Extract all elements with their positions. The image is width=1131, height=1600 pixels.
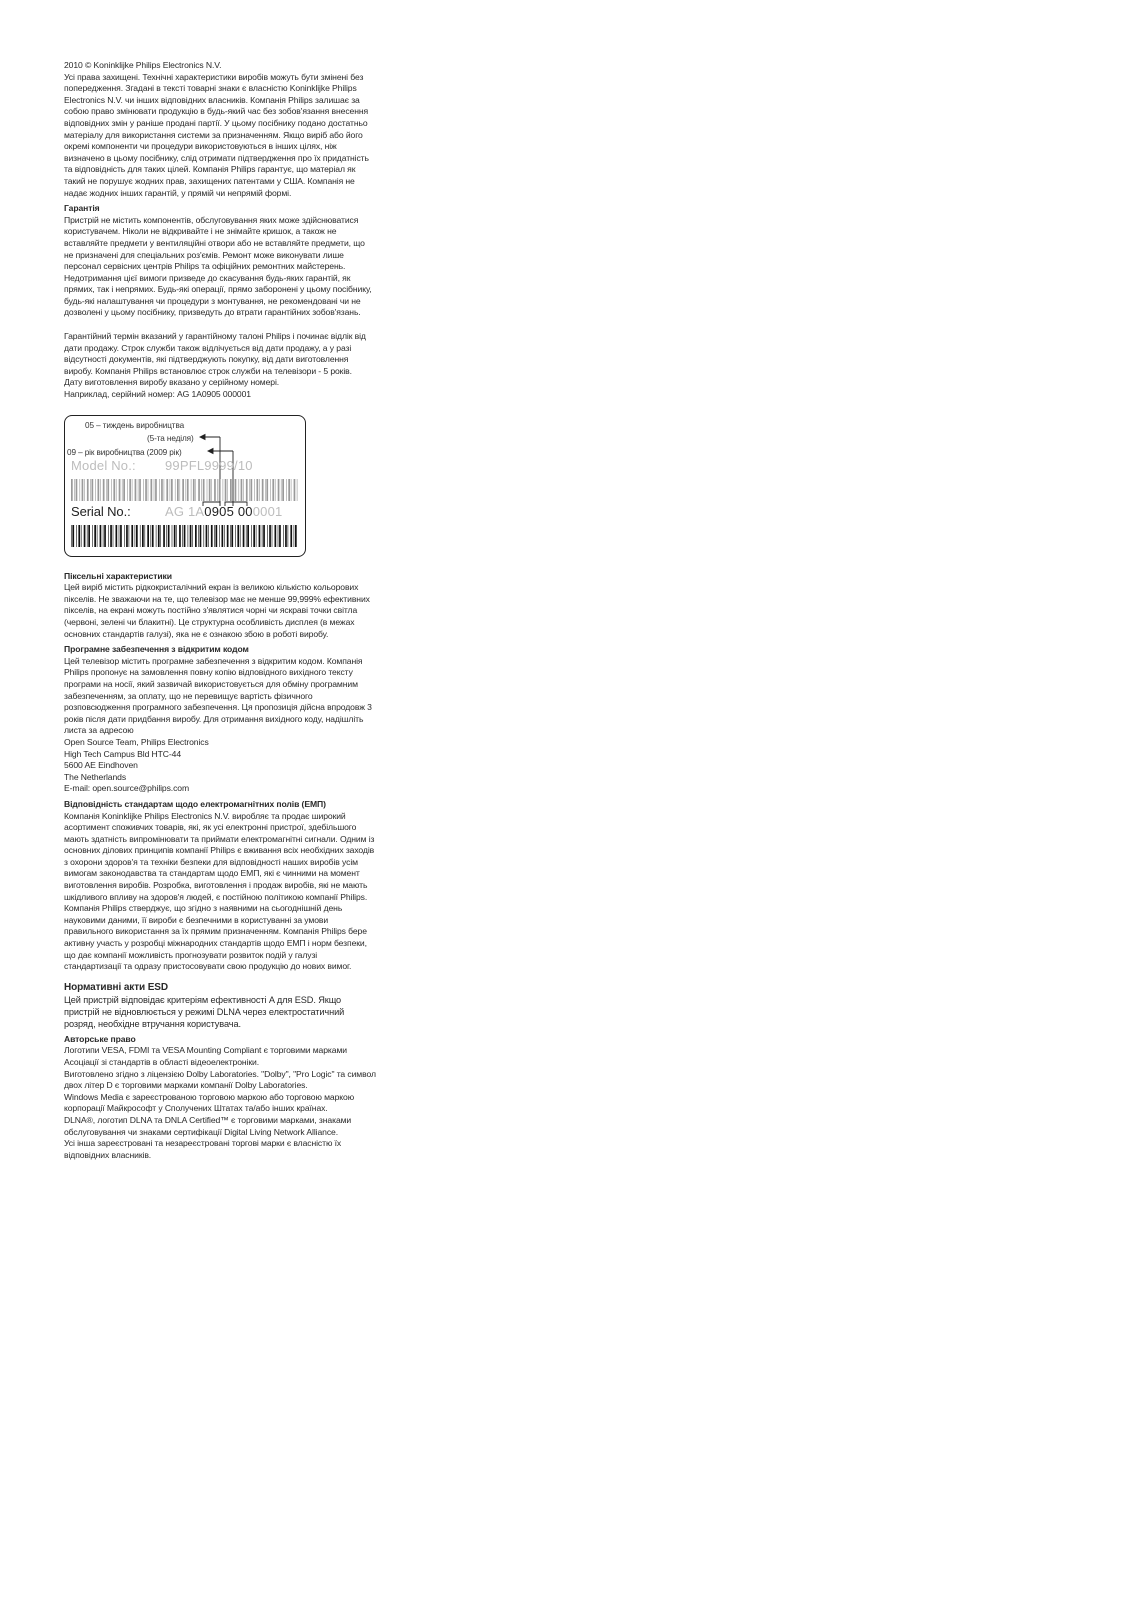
serial-example: Наприклад, серійний номер: AG 1A0905 000001 bbox=[64, 389, 251, 400]
opensource-heading: Програмне забезпечення з відкритим кодом bbox=[64, 644, 249, 655]
serial-label-diagram bbox=[64, 415, 306, 557]
week-note: 05 – тиждень виробництва bbox=[85, 420, 185, 430]
copyright-vesa: Логотипи VESA, FDMI та VESA Mounting Compliant є торговими марками Асоціації зі стандартів в області відеоелектроніки. bbox=[64, 1045, 347, 1067]
emf-paragraph: Компанія Koninklijke Philips Electronics N.V. виробляє та продає широкий асортимент споживчих товарів, які, як усі електронні пристрої, здебільшого мають здатність випромінювати та приймати електромагнітні сигнали. Одним із основних ділових принципів компанії Philips є вживання всіх необхідних заходів з охорони здоров'я та техніки безпеки для відповідності наших виробів усім вимогам законодавства та стандартам щодо ЕМП, які є чинними на момент виготовлення виробів. Розробка, виготовлення і продаж виробів, які не мають шкідливого впливу на здоров'я людей, є постійною політикою компанії Philips. Компанія Philips стверджує, що згідно з наявними на сьогоднішній день науковими даними, її вироби є безпечними в користуванні за умови правильного використання за їх прямим призначенням. Компанія Philips бере активну участь у розробці міжнародних стандартів щодо ЕМП і норм безпеки, що дає компанії можливість прогнозувати розвиток подій у галузі стандартизації та одразу пристосовувати свою продукцію до нових вимог. bbox=[64, 810, 375, 972]
model-number-label: Model No.: bbox=[71, 457, 136, 473]
email-line: E-mail: open.source@philips.com bbox=[64, 783, 190, 794]
serial-barcode bbox=[71, 525, 299, 547]
warranty-term-paragraph: Гарантійний термін вказаний у гарантійному талоні Philips і починає відлік від дати продажу. Строк служби також відлічується від дати продажу, а у разі відсутності документів, які підтверджують покупку, від дати виготовлення виробу. Компанія Philips встановлює строк служби на телевізори - 5 років. bbox=[64, 331, 366, 376]
warranty-paragraph: Пристрій не містить компонентів, обслуговування яких може здійснюватися користувачем. Ніколи не відкривайте і не знімайте кришок, а також не вставляйте предмети у вентиляційні отвори або не вставляйте предмети, що не призначені для спеціальних роз'ємів. Ремонт може виконувати лише персонал сервісних центрів Philips та офіційних ремонтних майстерень. Недотримання цієї вимоги призведе до скасування будь-яких гарантій, як прямих, так і непрямих. Будь-які операції, прямо заборонені у цьому посібнику, будь-які налаштування чи процедури з монтування, не рекомендовані чи не дозволені у цьому посібнику, призведуть до втрати гарантійних зобов'язань. bbox=[64, 214, 372, 318]
week-sub-note: (5-та неділя) bbox=[147, 433, 194, 443]
year-note: 09 – рік виробництва (2009 рік) bbox=[67, 447, 182, 457]
copyright-heading: Авторське право bbox=[64, 1033, 136, 1044]
address-line-3: 5600 AE Eindhoven bbox=[64, 760, 138, 771]
address-line-4: The Netherlands bbox=[64, 771, 127, 782]
copyright-other-marks: Усі інша зареєстровані та незареєстровані торгові марки є власністю їх відповідних власників. bbox=[64, 1138, 342, 1160]
copyright-dlna: DLNA®, логотип DLNA та DNLA Certified™ є торговими марками, знаками обслуговування чи знаками сертифікації Digital Living Network Alliance. bbox=[64, 1114, 352, 1137]
serial-number-value bbox=[165, 503, 283, 519]
serial-prefix: AG 1A bbox=[165, 503, 205, 519]
intro-paragraph: Усі права захищені. Технічні характеристики виробів можуть бути змінені без попередження. Згадані в тексті товарні знаки є власністю Koninklijke Philips Electronics N.V. чи інших відповідних власників. Компанія Philips залишає за собою право змінювати продукцію в будь-який час без зобов'язання внесення відповідних змін у раніше продані партії. У цьому посібнику подано достатньо матеріалу для використання системи за призначенням. Якщо виріб або його окремі компоненти чи процедури використовуються в інших цілях, ніж визначено в цьому посібнику, слід отримати підтвердження про їх придатність та відповідність для таких цілей. Компанія Philips гарантує, що матеріал як такий не порушує жодних прав, захищених патентами у США. Компанія не надає жодних інших гарантій, у прямій чи непрямій формі. bbox=[64, 71, 369, 198]
address-line-2: High Tech Campus Bld HTC-44 bbox=[64, 748, 182, 759]
warranty-heading: Гарантія bbox=[64, 203, 100, 214]
esd-paragraph: Цей пристрій відповідає критеріям ефективності A для ESD. Якщо пристрій не відновлюється у режимі DLNA через електростатичний розряд, необхідне втручання користувача. bbox=[64, 994, 345, 1029]
pixel-heading: Піксельні характеристики bbox=[64, 570, 172, 581]
copyright-dolby: Виготовлено згідно з ліцензією Dolby Laboratories. "Dolby", "Pro Logic" та символ двох літер D є торговими марками компанії Dolby Laboratories. bbox=[64, 1068, 376, 1091]
pixel-paragraph: Цей виріб містить рідкокристалічний екран із великою кількістю кольорових пікселів. Не зважаючи на те, що телевізор має не менше 99,999% ефективних пікселів, на екрані можуть постійно з'являтися чорні чи яскраві точки світла (червоні, зелені чи блакитні). Це структурна особливість дисплея (в межах основних стандартів галузі), яка не є ознакою збою в роботі виробу. bbox=[64, 582, 370, 639]
manufacture-date-note: Дату виготовлення виробу вказано у серійному номері. bbox=[64, 377, 280, 388]
model-barcode bbox=[71, 479, 299, 501]
address-line-1: Open Source Team, Philips Electronics bbox=[64, 736, 209, 747]
esd-heading: Нормативні акти ESD bbox=[64, 981, 168, 993]
copyright-line: 2010 © Koninklijke Philips Electronics N.V. bbox=[64, 60, 222, 70]
serial-number-label: Serial No.: bbox=[71, 503, 131, 519]
document-column bbox=[64, 60, 376, 1161]
serial-suffix: 0001 bbox=[252, 503, 283, 519]
opensource-paragraph: Цей телевізор містить програмне забезпечення з відкритим кодом. Компанія Philips пропонує на замовлення повну копію відповідного вихідного тексту програми на носії, який зазвичай використовується для обміну програмним забезпеченням, за оплату, що не перевищує вартість фізичного розповсюдження програмного забезпечення. Ця пропозиція дійсна впродовж 3 років після дати придбання виробу. Для отримання вихідного коду, надішліть листа за адресою bbox=[64, 655, 372, 736]
copyright-windows-media: Windows Media є зареєстрованою торговою маркою або торговою маркою корпорації Майкрософт у Сполучених Штатах та/або інших країнах. bbox=[64, 1091, 355, 1114]
model-number-value: 99PFL9999/10 bbox=[165, 457, 253, 473]
emf-heading: Відповідність стандартам щодо електромагнітних полів (ЕМП) bbox=[64, 798, 326, 809]
serial-highlight: 0905 00 bbox=[204, 503, 253, 519]
